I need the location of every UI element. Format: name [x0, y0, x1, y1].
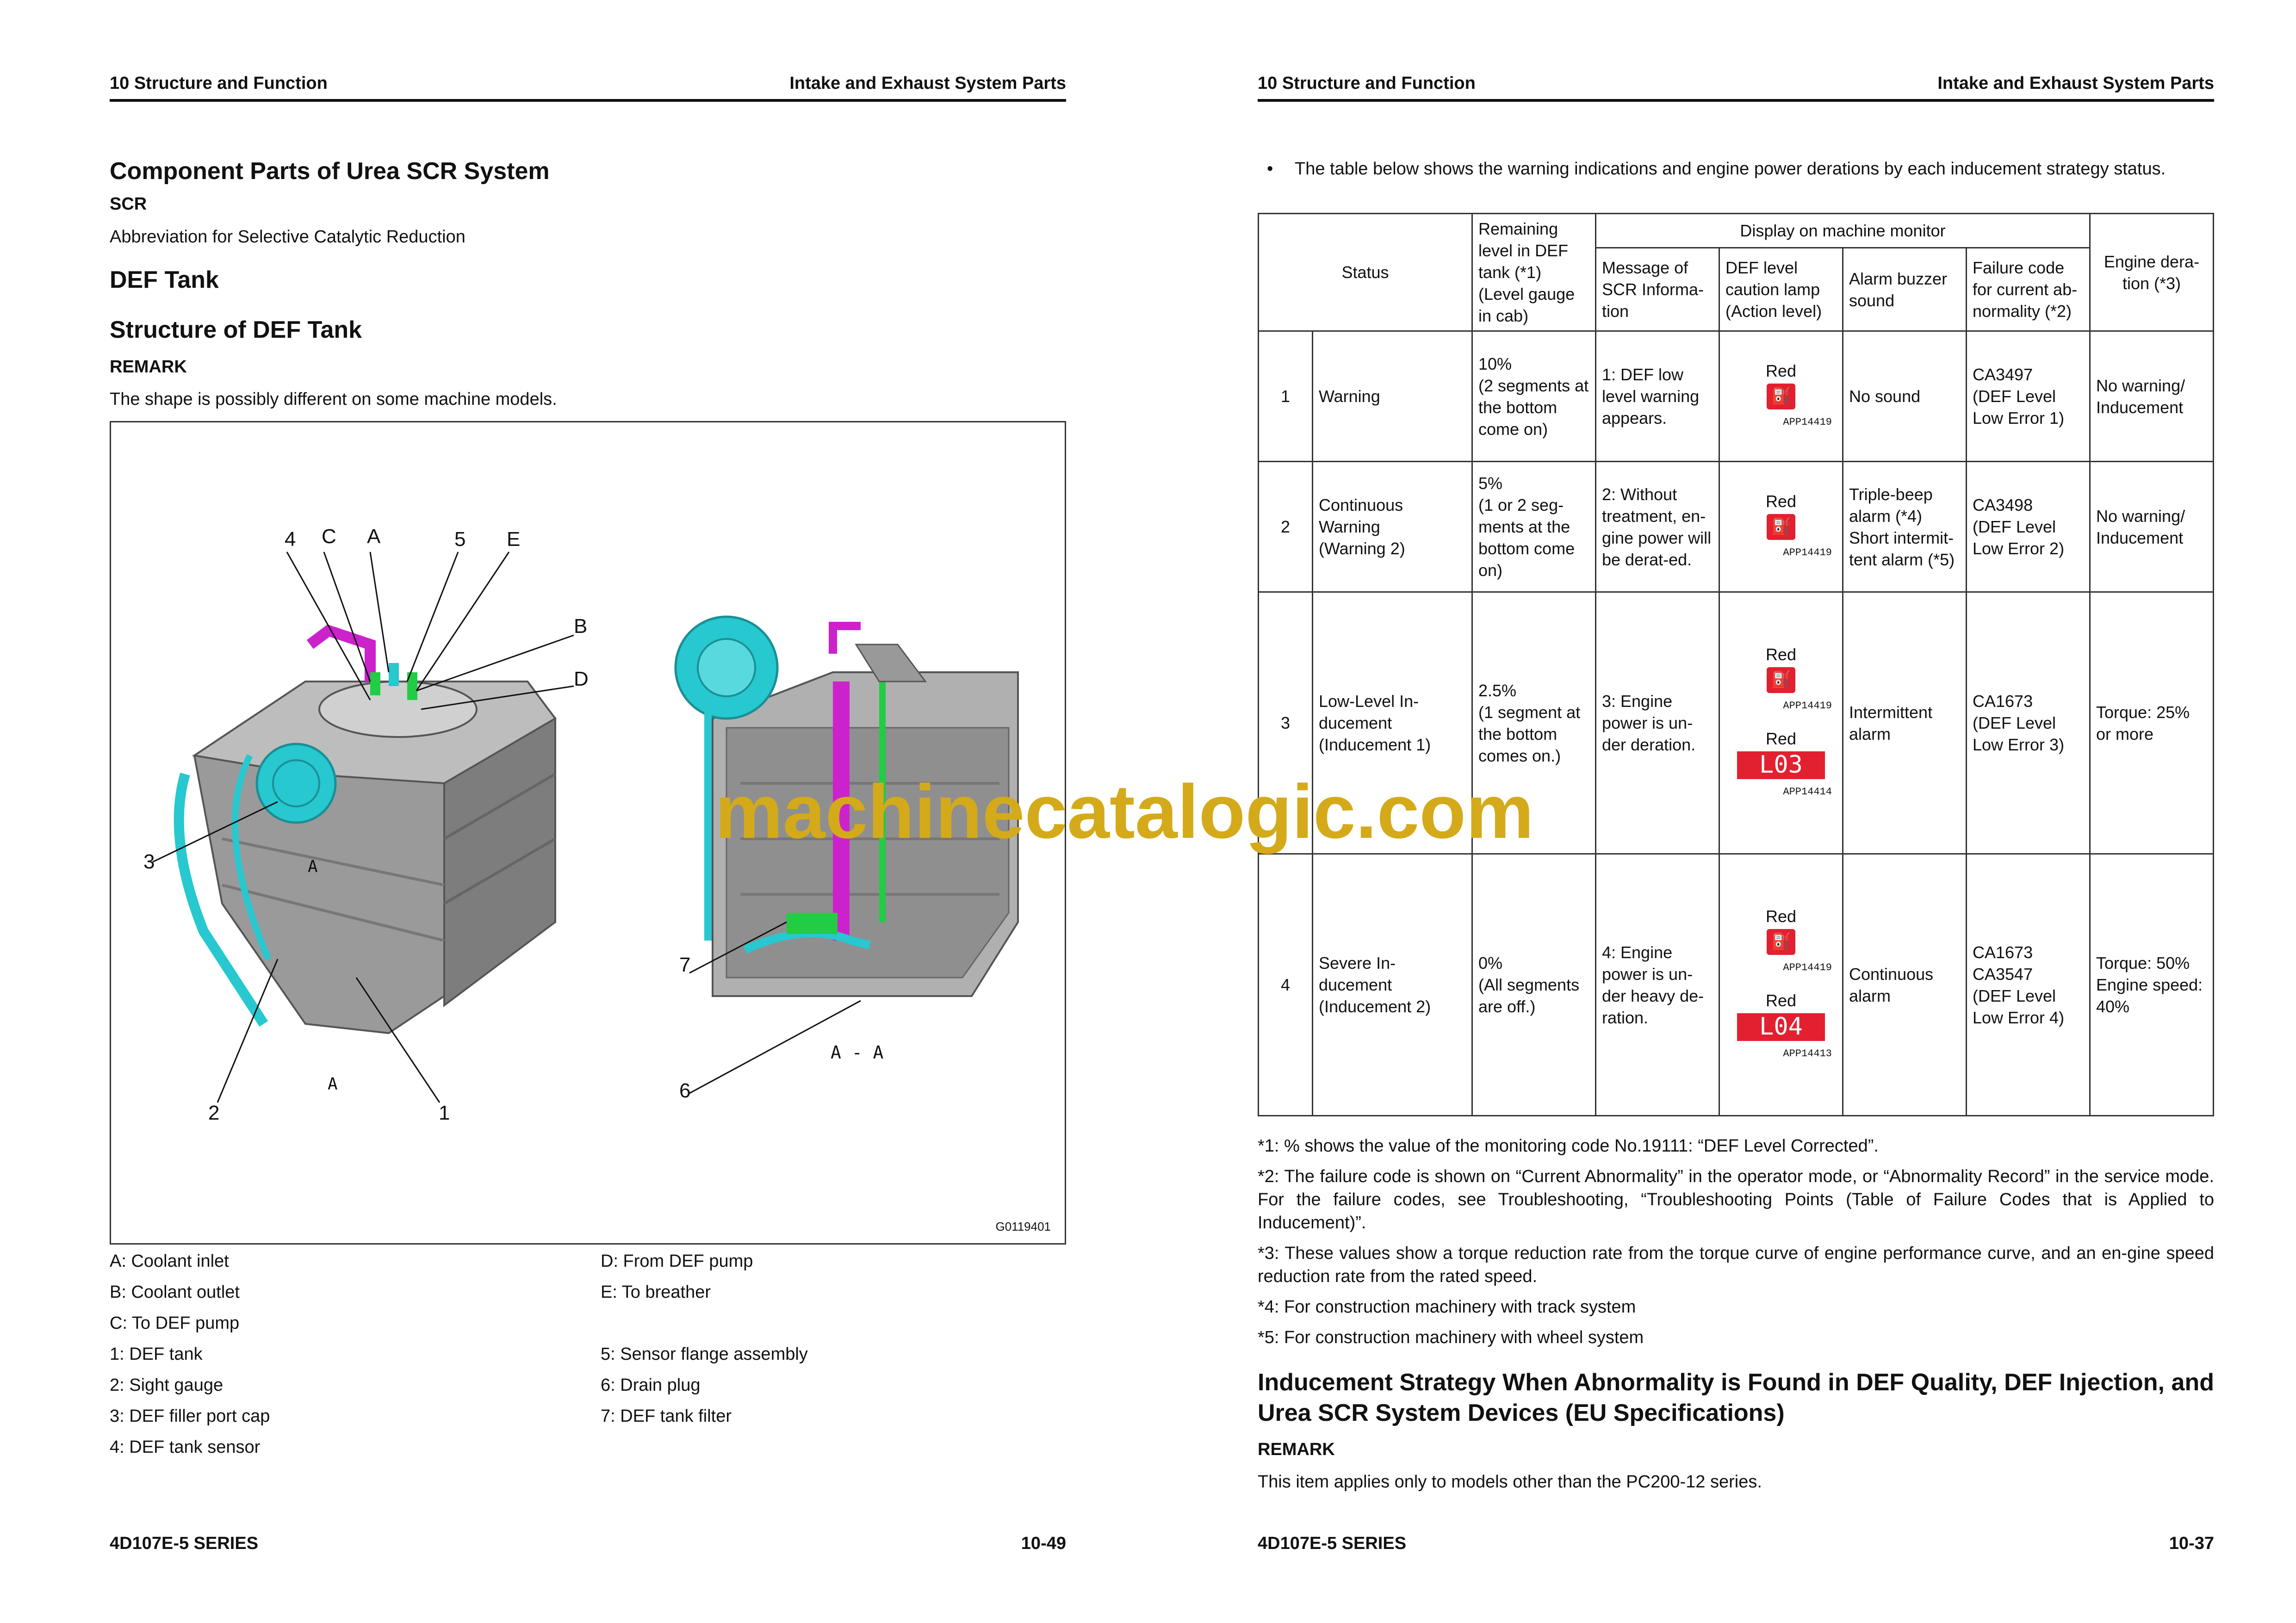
def-tank-heading: DEF Tank: [110, 266, 219, 293]
page-header: [110, 69, 1066, 102]
remark-label: REMARK: [110, 357, 187, 377]
row-message: 1: DEF low level warning appears.: [1596, 331, 1719, 462]
callout-A-top: A: [367, 525, 381, 548]
callout-6: 6: [679, 1079, 691, 1102]
page-footer: [110, 1534, 1066, 1554]
callout-4: 4: [285, 528, 296, 551]
lamp-block: [1725, 490, 1837, 564]
lamp-color: Red: [1765, 491, 1797, 511]
row-no: 3: [1259, 592, 1313, 854]
def-lamp-icon: ⛽: [1767, 667, 1795, 693]
table-row: [1259, 854, 2214, 1116]
page-footer-right: [1258, 1534, 2214, 1554]
row-alarm-line: Intermittent alarm: [1849, 702, 1933, 743]
row-derate-line: Engine speed: 40%: [2096, 975, 2203, 1016]
lamp2-ref: APP14413: [1783, 1047, 1832, 1059]
col-derate: Engine dera-tion (*3): [2090, 214, 2214, 331]
row-failure-line: (DEF Level Low Error 1): [1973, 387, 2065, 427]
row-remaining-line: 5%: [1478, 474, 1503, 493]
row-failure: [1967, 592, 2090, 854]
row-alarm-line: Triple-beep alarm (*4): [1849, 484, 1933, 526]
callout-1: 1: [439, 1102, 450, 1124]
legend-item: 4: DEF tank sensor: [110, 1437, 261, 1457]
footer-page: 10-37: [2169, 1534, 2214, 1553]
header-topic: Intake and Exhaust System Parts: [1937, 74, 2214, 93]
lamp-block: [1725, 360, 1837, 433]
page-header: [1258, 69, 2214, 102]
row-no: 2: [1259, 462, 1313, 592]
header-section: 10 Structure and Function: [1258, 74, 1476, 93]
callout-5: 5: [454, 528, 466, 551]
structure-heading: Structure of DEF Tank: [110, 316, 362, 343]
footnote-3: *3: These values show a torque reduction rate from the torque curve of engine performance curve, and an en-gine speed reduction rate from the rated speed.: [1258, 1244, 2214, 1286]
row-status-line: (Warning 2): [1319, 539, 1405, 558]
row-lamp: [1719, 854, 1843, 1116]
lamp-color: Red: [1765, 361, 1797, 380]
callout-B: B: [574, 615, 588, 638]
legend-item: B: Coolant outlet: [110, 1282, 240, 1302]
row-remaining-line: (1 segment at the bottom comes on.): [1478, 702, 1581, 765]
row-status-line: Low-Level In-ducement: [1319, 692, 1419, 732]
lamp-block: [1725, 905, 1837, 1065]
scr-definition: Abbreviation for Selective Catalytic Reduction: [110, 227, 465, 247]
legend-item: A: Coolant inlet: [110, 1251, 229, 1271]
row-status: [1313, 462, 1472, 592]
col-remaining: [1472, 214, 1596, 331]
col-lamp-line: DEF level caution lamp: [1725, 258, 1820, 299]
callout-D: D: [574, 668, 589, 690]
row-derate-line: No warning/ Inducement: [2096, 376, 2185, 417]
row-alarm-line: No sound: [1849, 387, 1921, 406]
lamp2-color: Red: [1765, 729, 1797, 748]
def-lamp-icon: ⛽: [1767, 384, 1795, 409]
lamp2-color: Red: [1765, 991, 1797, 1010]
lamp2-ref: APP14414: [1783, 786, 1832, 798]
table-header-row: [1259, 214, 2214, 248]
figure-id: G0119401: [995, 1220, 1051, 1233]
row-derate: [2090, 592, 2214, 854]
legend-item: E: To breather: [601, 1282, 711, 1302]
row-lamp: [1719, 462, 1843, 592]
col-remaining-line: (Level gauge in cab): [1478, 285, 1575, 325]
row-remaining-line: (All segments are off.): [1478, 975, 1580, 1016]
row-remaining-line: (2 segments at the bottom come on): [1478, 376, 1589, 439]
row-remaining-line: 10%: [1478, 354, 1512, 373]
legend-col2: [601, 1246, 1063, 1432]
row-failure-line: CA3547: [1973, 964, 2033, 984]
row-status-line: Warning: [1319, 387, 1380, 406]
section-title: Component Parts of Urea SCR System: [110, 158, 550, 185]
row-derate-line: No warning/ Inducement: [2096, 506, 2185, 547]
intro-bullet: [1258, 157, 2214, 180]
row-remaining: [1472, 854, 1596, 1116]
legend-item: C: To DEF pump: [110, 1313, 240, 1333]
row-alarm: [1843, 462, 1967, 592]
row-failure: [1967, 854, 2090, 1116]
def-lamp-icon: ⛽: [1767, 929, 1795, 955]
row-derate: [2090, 331, 2214, 462]
lamp-ref: APP14419: [1783, 700, 1832, 712]
callout-2: 2: [208, 1102, 220, 1124]
col-message: Message of SCR Informa-tion: [1596, 248, 1719, 331]
bullet-icon: •: [1267, 159, 1273, 179]
row-remaining: [1472, 462, 1596, 592]
table-row: [1259, 462, 2214, 592]
filler-cap: [257, 744, 335, 823]
legend-item: 3: DEF filler port cap: [110, 1406, 270, 1426]
row-failure-line: CA1673: [1973, 692, 2033, 711]
row-failure: [1967, 331, 2090, 462]
scr-label: SCR: [110, 194, 147, 214]
col-status: Status: [1259, 214, 1472, 331]
lo-code-display: L04: [1737, 1013, 1825, 1041]
lamp-ref: APP14419: [1783, 961, 1832, 973]
row-message: 3: Engine power is un-der deration.: [1596, 592, 1719, 854]
row-no: 1: [1259, 331, 1313, 462]
legend-item: 2: Sight gauge: [110, 1375, 223, 1395]
inducement-table: [1258, 213, 2214, 1116]
row-failure: [1967, 462, 2090, 592]
watermark: machinecatalogic.com: [715, 769, 1534, 854]
lamp-color: Red: [1765, 644, 1797, 664]
row-derate-line: Torque: 25% or more: [2096, 702, 2190, 743]
remark-label-2: REMARK: [1258, 1440, 1335, 1459]
table-row: [1259, 331, 2214, 462]
row-failure-line: (DEF Level Low Error 2): [1973, 517, 2065, 558]
row-failure-line: CA1673: [1973, 942, 2033, 962]
row-failure-line: CA3497: [1973, 365, 2033, 384]
row-remaining: [1472, 331, 1596, 462]
section2-title: Inducement Strategy When Abnormality is Found in DEF Quality, DEF Injection, and Urea SCR System Devices (EU Specifications): [1258, 1369, 2214, 1426]
remark-text: The shape is possibly different on some machine models.: [110, 390, 557, 409]
legend-item: 5: Sensor flange assembly: [601, 1344, 808, 1364]
callout-3: 3: [143, 850, 155, 873]
row-failure-line: CA3498: [1973, 496, 2033, 514]
legend-item: 7: DEF tank filter: [601, 1406, 732, 1426]
section-label: A - A: [831, 1042, 884, 1063]
row-derate: [2090, 462, 2214, 592]
header-section: 10 Structure and Function: [110, 74, 328, 93]
callout-7: 7: [679, 954, 691, 976]
row-status: [1313, 854, 1472, 1116]
lamp-ref: APP14419: [1783, 546, 1832, 558]
row-status-line: (Inducement 2): [1319, 997, 1431, 1016]
row-lamp: [1719, 331, 1843, 462]
legend-spacer: [601, 1308, 1063, 1339]
row-failure-line: (DEF Level Low Error 4): [1973, 986, 2065, 1027]
col-lamp: [1719, 248, 1843, 331]
row-remaining-line: (1 or 2 seg-ments at the bottom come on): [1478, 496, 1575, 580]
footnote-2: *2: The failure code is shown on “Current Abnormality” in the operator mode, or “Abnormality Record” in the service mode. For the failure codes, see Troubleshooting, “Troubleshooting Points (Table of Failure Codes that is Applied to Inducement)”.: [1258, 1167, 2214, 1233]
callout-A-low: A: [328, 1075, 338, 1094]
row-message: 4: Engine power is un-der heavy de-ration.: [1596, 854, 1719, 1116]
col-remaining-line: Remaining level in DEF tank (*1): [1478, 219, 1569, 282]
row-alarm: [1843, 331, 1967, 462]
callout-E: E: [507, 528, 521, 551]
legend-col1: [110, 1246, 572, 1463]
row-alarm: [1843, 592, 1967, 854]
callout-C: C: [322, 525, 336, 548]
col-lamp-line: (Action level): [1725, 302, 1822, 321]
legend-item: 6: Drain plug: [601, 1375, 701, 1395]
col-failure: Failure code for current ab-normality (*2): [1967, 248, 2090, 331]
footnote-5: *5: For construction machinery with wheel system: [1258, 1328, 1644, 1347]
row-status-line: Continuous Warning: [1319, 496, 1403, 536]
lamp-block: [1725, 644, 1837, 803]
footnote-4: *4: For construction machinery with track system: [1258, 1297, 1636, 1317]
footnote-1: *1: % shows the value of the monitoring code No.19111: “DEF Level Corrected”.: [1258, 1136, 1879, 1156]
col-display: Display on machine monitor: [1596, 214, 2090, 248]
def-lamp-icon: ⛽: [1767, 514, 1795, 540]
footer-page: 10-49: [1021, 1534, 1066, 1553]
remark-text-2: This item applies only to models other than the PC200-12 series.: [1258, 1472, 1762, 1492]
row-status-line: Severe In-ducement: [1319, 954, 1396, 994]
row-failure-line: (DEF Level Low Error 3): [1973, 713, 2065, 754]
footer-series: 4D107E-5 SERIES: [1258, 1534, 1407, 1553]
row-derate-line: Torque: 50%: [2096, 954, 2190, 973]
row-no: 4: [1259, 854, 1313, 1116]
header-topic: Intake and Exhaust System Parts: [789, 74, 1066, 93]
col-alarm: Alarm buzzer sound: [1843, 248, 1967, 331]
intro-text: The table below shows the warning indications and engine power derations by each inducement strategy status.: [1295, 159, 2166, 179]
sensor-flange: [319, 681, 477, 737]
callout-A-mid: A: [308, 857, 318, 876]
row-lamp: [1719, 592, 1843, 854]
legend-item: D: From DEF pump: [601, 1251, 753, 1271]
row-status: [1313, 331, 1472, 462]
row-alarm: [1843, 854, 1967, 1116]
row-remaining-line: 2.5%: [1478, 681, 1517, 700]
row-remaining-line: 0%: [1478, 954, 1503, 973]
lamp-color: Red: [1765, 906, 1797, 926]
row-status-line: (Inducement 1): [1319, 735, 1431, 754]
lo-code-display: L03: [1737, 751, 1825, 779]
footer-series: 4D107E-5 SERIES: [110, 1534, 259, 1553]
lamp-ref: APP14419: [1783, 416, 1832, 428]
row-alarm-line: Continuous alarm: [1849, 964, 1934, 1005]
row-alarm-line: Short intermit-tent alarm (*5): [1849, 528, 1955, 569]
row-derate: [2090, 854, 2214, 1116]
row-message: 2: Without treatment, en-gine power will be derat-ed.: [1596, 462, 1719, 592]
legend-item: 1: DEF tank: [110, 1344, 203, 1364]
